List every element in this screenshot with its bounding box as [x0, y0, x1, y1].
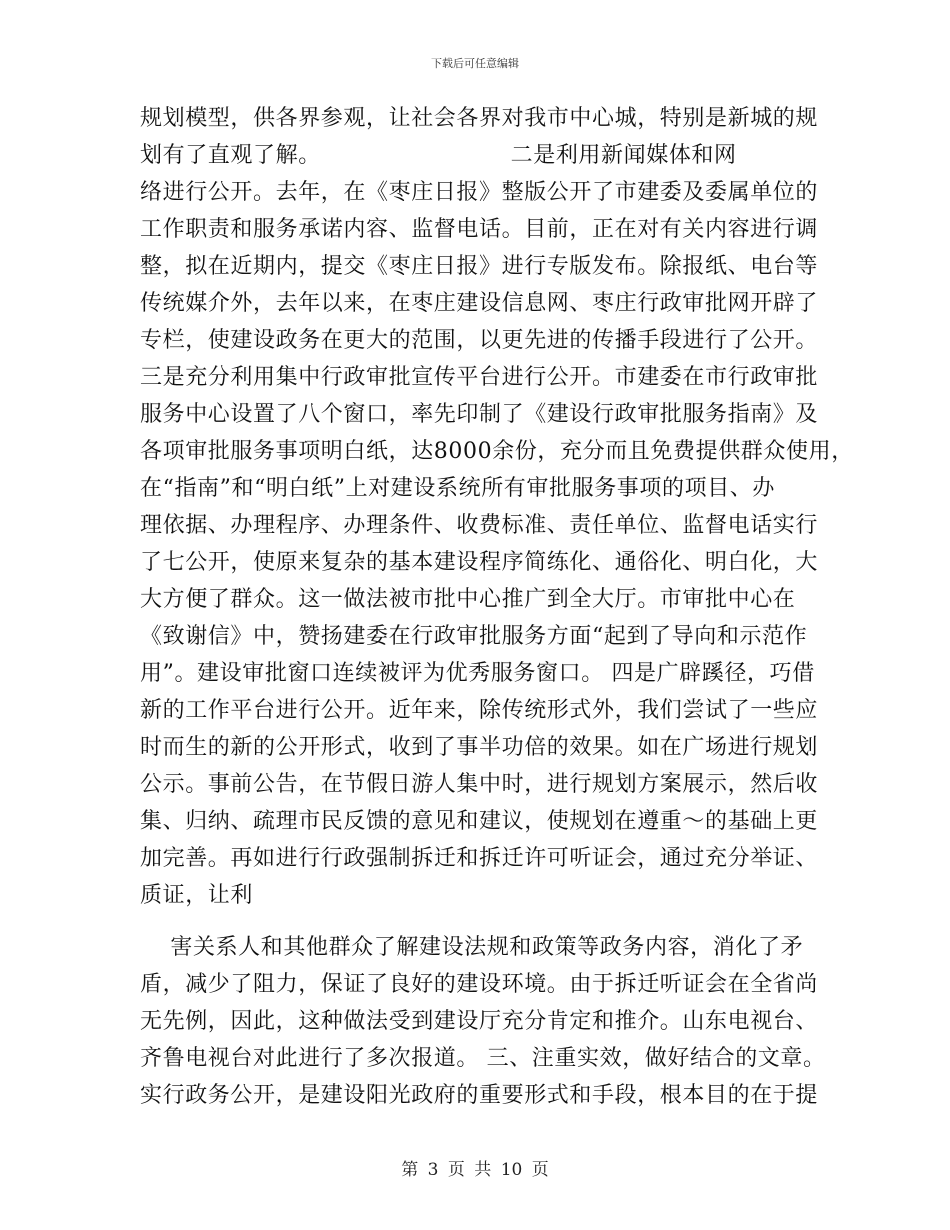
- text-line: 划有了直观了解。 二是利用新闻媒体和网: [140, 143, 737, 168]
- text-line: 规划模型，供各界参观，让社会各界对我市中心城，特别是新城的规: [140, 106, 819, 131]
- text-line: 传统媒介外，去年以来，在枣庄建设信息网、枣庄行政审批网开辟了: [140, 291, 819, 316]
- page-footer: 第 3 页 共 10 页: [401, 1160, 549, 1180]
- text-line: 质证，让利: [140, 883, 254, 908]
- text-line: 专栏，使建设政务在更大的范围，以更先进的传播手段进行了公开。: [140, 328, 819, 353]
- document-body: [140, 100, 854, 1114]
- text-line: 理依据、办理程序、办理条件、收费标准、责任单位、监督电话实行: [140, 513, 819, 538]
- page-header: 下载后可任意编辑: [431, 57, 519, 70]
- text-line: 公示。事前公告，在节假日游人集中时，进行规划方案展示，然后收: [140, 772, 819, 797]
- text-line: 实行政务公开，是建设阳光政府的重要形式和手段，根本目的在于提: [140, 1083, 819, 1108]
- text-line: 加完善。再如进行行政强制拆迁和拆迁许可听证会，通过充分举证、: [140, 846, 819, 871]
- paragraph-1: [140, 100, 854, 914]
- text-line: 盾，减少了阻力，保证了良好的建设环境。由于拆迁听证会在全省尚: [140, 972, 819, 997]
- text-line: 害关系人和其他群众了解建设法规和政策等政务内容，消化了矛: [140, 935, 804, 960]
- text-line: 时而生的新的公开形式，收到了事半功倍的效果。如在广场进行规划: [140, 735, 819, 760]
- text-line: 新的工作平台进行公开。近年来，除传统形式外，我们尝试了一些应: [140, 698, 819, 723]
- paragraph-gap: [140, 914, 820, 929]
- text-line: 《致谢信》中，赞扬建委在行政审批服务方面“起到了导向和示范作: [140, 624, 808, 649]
- paragraph-2: [140, 929, 826, 1114]
- text-line: 服务中心设置了八个窗口，率先印制了《建设行政审批服务指南》及: [140, 402, 819, 427]
- text-line: 络进行公开。去年，在《枣庄日报》整版公开了市建委及委属单位的: [140, 180, 819, 205]
- text-line: 了七公开，使原来复杂的基本建设程序简练化、通俗化、明白化，大: [140, 550, 819, 575]
- text-line: 工作职责和服务承诺内容、监督电话。目前，正在对有关内容进行调: [140, 217, 819, 242]
- text-line: 在“指南”和“明白纸”上对建设系统所有审批服务事项的项目、办: [140, 476, 775, 501]
- text-line: 无先例，因此，这种做法受到建设厅充分肯定和推介。山东电视台、: [140, 1009, 819, 1034]
- text-line: 齐鲁电视台对此进行了多次报道。 三、注重实效，做好结合的文章。: [140, 1046, 826, 1071]
- text-line: 整，拟在近期内，提交《枣庄日报》进行专版发布。除报纸、电台等: [140, 254, 819, 279]
- text-line: 三是充分利用集中行政审批宣传平台进行公开。市建委在市行政审批: [140, 365, 819, 390]
- text-line: 各项审批服务事项明白纸，达8000余份，充分而且免费提供群众使用，: [140, 439, 854, 464]
- text-line: 大方便了群众。这一做法被市批中心推广到全大厅。市审批中心在: [140, 587, 796, 612]
- text-line: 集、归纳、疏理市民反馈的意见和建议，使规划在遵重～的基础上更: [140, 809, 819, 834]
- text-line: 用”。建设审批窗口连续被评为优秀服务窗口。 四是广辟蹊径，巧借: [140, 661, 815, 686]
